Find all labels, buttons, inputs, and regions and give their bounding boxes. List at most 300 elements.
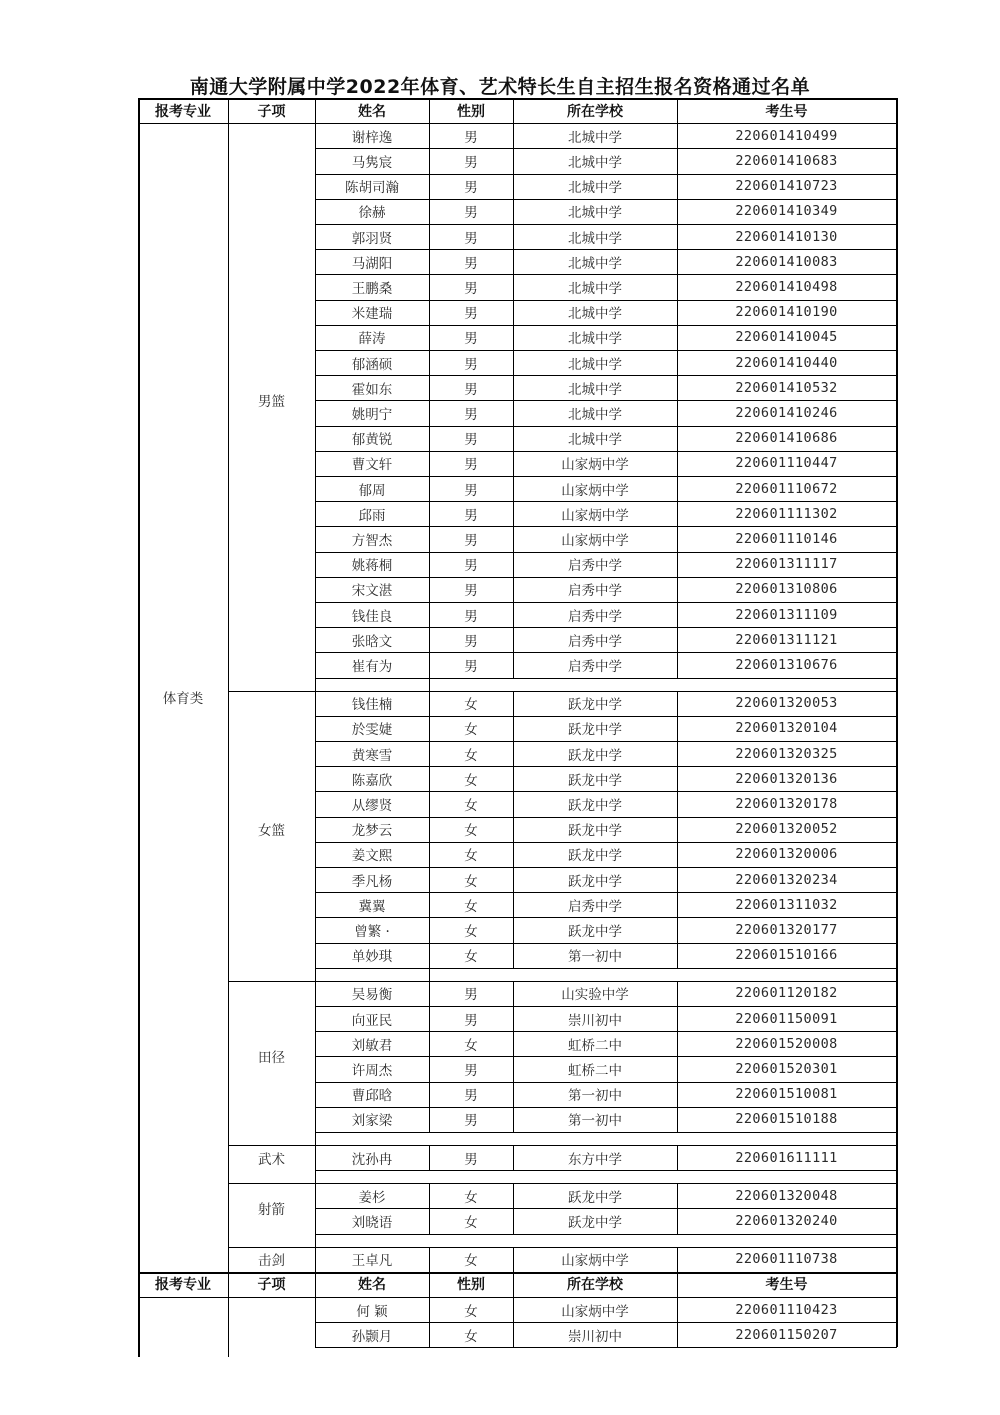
grid-line — [677, 123, 678, 148]
student-school: 山家炳中学 — [561, 532, 629, 549]
grid-line — [315, 1132, 897, 1133]
student-exam-no: 220601110672 — [735, 480, 838, 497]
student-school: 跃龙中学 — [568, 1214, 622, 1231]
student-school: 第一初中 — [568, 949, 622, 966]
student-name: 单妙琪 — [351, 949, 393, 966]
grid-line — [429, 766, 430, 791]
grid-line — [513, 325, 514, 350]
student-school: 北城中学 — [568, 180, 622, 197]
student-gender: 男 — [464, 457, 478, 474]
grid-line — [138, 1272, 140, 1297]
column-header-school: 所在学校 — [567, 103, 623, 120]
grid-line — [429, 476, 430, 501]
student-name: 姚明宁 — [351, 406, 393, 423]
student-name: 何 颖 — [356, 1303, 388, 1320]
grid-line — [429, 943, 430, 968]
grid-line — [513, 224, 514, 249]
student-gender: 男 — [464, 230, 478, 247]
student-gender: 男 — [464, 129, 478, 146]
grid-line — [677, 426, 678, 451]
student-school: 虹桥二中 — [568, 1037, 622, 1054]
student-gender: 男 — [464, 633, 478, 650]
student-gender: 女 — [464, 747, 478, 764]
student-name: 马湖阳 — [351, 255, 393, 272]
student-exam-no: 220601320048 — [735, 1187, 838, 1204]
student-gender: 女 — [464, 823, 478, 840]
column-header-exam-no: 考生号 — [765, 1277, 808, 1294]
student-exam-no: 220601510081 — [735, 1086, 838, 1103]
student-exam-no: 220601120182 — [735, 985, 838, 1002]
grid-line — [513, 123, 514, 148]
grid-line — [429, 1107, 430, 1132]
student-school: 跃龙中学 — [568, 823, 622, 840]
student-name: 王卓凡 — [351, 1253, 393, 1270]
category-sports: 体育类 — [162, 691, 204, 708]
grid-line — [677, 375, 678, 400]
student-school: 山家炳中学 — [561, 482, 629, 499]
student-school: 北城中学 — [568, 230, 622, 247]
student-gender: 男 — [464, 406, 478, 423]
student-exam-no: 220601410532 — [735, 379, 838, 396]
grid-line — [513, 691, 514, 716]
grid-line — [896, 123, 898, 1272]
student-exam-no: 220601510188 — [735, 1111, 838, 1128]
grid-line — [677, 892, 678, 917]
student-gender: 女 — [464, 1189, 478, 1206]
student-school: 北城中学 — [568, 331, 622, 348]
grid-line — [677, 577, 678, 602]
grid-line — [896, 1272, 898, 1297]
subcategory-wushu: 武术 — [258, 1151, 285, 1168]
grid-line — [677, 1056, 678, 1081]
student-school: 东方中学 — [568, 1151, 622, 1168]
grid-line — [677, 1006, 678, 1031]
grid-line — [677, 1183, 678, 1208]
grid-line — [429, 652, 430, 677]
student-exam-no: 220601110146 — [735, 530, 838, 547]
student-gender: 男 — [464, 1088, 478, 1105]
student-gender: 男 — [464, 306, 478, 323]
grid-line — [677, 1082, 678, 1107]
student-exam-no: 220601520301 — [735, 1060, 838, 1077]
grid-line — [513, 817, 514, 842]
student-exam-no: 220601311121 — [735, 631, 838, 648]
student-school: 山家炳中学 — [561, 1253, 629, 1270]
grid-line — [513, 476, 514, 501]
student-gender: 女 — [464, 898, 478, 915]
student-name: 谢梓逸 — [351, 129, 393, 146]
student-gender: 男 — [464, 154, 478, 171]
grid-line — [677, 917, 678, 942]
grid-line — [677, 300, 678, 325]
grid-line — [429, 123, 430, 148]
student-name: 许周杰 — [351, 1062, 393, 1079]
student-name: 曹邱晗 — [351, 1088, 393, 1105]
grid-line — [677, 325, 678, 350]
grid-line — [138, 98, 140, 123]
grid-line — [315, 1170, 316, 1183]
grid-line — [315, 1297, 316, 1347]
grid-line — [677, 627, 678, 652]
grid-line — [513, 943, 514, 968]
student-name: 钱佳楠 — [351, 697, 393, 714]
grid-line — [429, 375, 430, 400]
student-exam-no: 220601320006 — [735, 846, 838, 863]
student-name: 於雯婕 — [351, 722, 393, 739]
grid-line — [677, 501, 678, 526]
student-name: 姚蒋桐 — [351, 558, 393, 575]
grid-line — [513, 174, 514, 199]
student-gender: 女 — [464, 949, 478, 966]
grid-line — [315, 1272, 316, 1297]
student-school: 跃龙中学 — [568, 923, 622, 940]
student-exam-no: 220601320234 — [735, 871, 838, 888]
column-header-exam-no: 考生号 — [765, 103, 808, 120]
grid-line — [429, 1145, 430, 1170]
student-exam-no: 220601320240 — [735, 1212, 838, 1229]
grid-line — [677, 1107, 678, 1132]
student-school: 跃龙中学 — [568, 873, 622, 890]
grid-line — [228, 123, 229, 1272]
column-header-major: 报考专业 — [155, 1277, 211, 1294]
grid-line — [513, 892, 514, 917]
grid-line — [677, 400, 678, 425]
student-school: 虹桥二中 — [568, 1062, 622, 1079]
grid-line — [429, 300, 430, 325]
student-school: 第一初中 — [568, 1113, 622, 1130]
column-header-sub: 子项 — [257, 1277, 286, 1294]
grid-line — [315, 678, 897, 679]
student-gender: 男 — [464, 280, 478, 297]
student-school: 山家炳中学 — [561, 1303, 629, 1320]
grid-line — [677, 451, 678, 476]
grid-line — [513, 1272, 514, 1297]
column-header-gender: 性别 — [457, 1277, 485, 1294]
student-name: 刘家梁 — [351, 1113, 393, 1130]
student-gender: 男 — [464, 180, 478, 197]
student-school: 第一初中 — [568, 1088, 622, 1105]
grid-line — [138, 123, 140, 1272]
grid-line — [677, 274, 678, 299]
student-exam-no: 220601320136 — [735, 770, 838, 787]
grid-line — [429, 741, 430, 766]
student-name: 吴易衡 — [351, 987, 393, 1004]
grid-line — [677, 552, 678, 577]
student-name: 从缪贤 — [351, 797, 393, 814]
student-exam-no: 220601310676 — [735, 656, 838, 673]
student-school: 跃龙中学 — [568, 722, 622, 739]
student-school: 启秀中学 — [568, 658, 622, 675]
student-school: 北城中学 — [568, 205, 622, 222]
student-school: 北城中学 — [568, 255, 622, 272]
grid-line — [677, 652, 678, 677]
student-gender: 男 — [464, 1062, 478, 1079]
student-exam-no: 220601410045 — [735, 329, 838, 346]
grid-line — [513, 1107, 514, 1132]
grid-line — [429, 842, 430, 867]
student-gender: 女 — [464, 1037, 478, 1054]
grid-line — [677, 1272, 678, 1297]
grid-line — [677, 224, 678, 249]
grid-line — [429, 602, 430, 627]
student-gender: 女 — [464, 873, 478, 890]
subcategory-track-and-field: 田径 — [258, 1050, 285, 1067]
student-exam-no: 220601410190 — [735, 304, 838, 321]
student-gender: 女 — [464, 1214, 478, 1231]
student-name: 张晗文 — [351, 633, 393, 650]
student-exam-no: 220601510166 — [735, 947, 838, 964]
student-gender: 女 — [464, 697, 478, 714]
grid-line — [315, 1183, 316, 1233]
student-name: 郁涵硕 — [351, 356, 393, 373]
grid-line — [896, 1297, 898, 1347]
student-gender: 女 — [464, 797, 478, 814]
grid-line — [513, 741, 514, 766]
grid-line — [429, 400, 430, 425]
student-school: 山实验中学 — [561, 987, 629, 1004]
student-exam-no: 220601410683 — [735, 152, 838, 169]
student-exam-no: 220601410083 — [735, 253, 838, 270]
grid-line — [677, 526, 678, 551]
student-gender: 男 — [464, 1012, 478, 1029]
grid-line — [315, 968, 897, 969]
grid-line — [429, 678, 430, 691]
student-exam-no: 220601150091 — [735, 1010, 838, 1027]
grid-line — [429, 224, 430, 249]
grid-line — [677, 148, 678, 173]
student-exam-no: 220601611111 — [735, 1149, 838, 1166]
grid-line — [429, 817, 430, 842]
column-header-sub: 子项 — [257, 103, 286, 120]
grid-line — [429, 1208, 430, 1233]
student-name: 冀翼 — [358, 898, 386, 915]
grid-line — [315, 123, 316, 677]
student-gender: 男 — [464, 255, 478, 272]
grid-line — [429, 526, 430, 551]
column-header-name: 姓名 — [358, 103, 386, 120]
grid-line — [228, 1297, 229, 1357]
student-exam-no: 220601410349 — [735, 203, 838, 220]
student-school: 跃龙中学 — [568, 848, 622, 865]
student-name: 姜杉 — [358, 1189, 386, 1206]
student-gender: 男 — [464, 558, 478, 575]
student-exam-no: 220601410498 — [735, 278, 838, 295]
grid-line — [677, 602, 678, 627]
student-exam-no: 220601110447 — [735, 455, 838, 472]
grid-line — [429, 1247, 430, 1272]
grid-line — [429, 791, 430, 816]
student-school: 北城中学 — [568, 356, 622, 373]
grid-line — [677, 741, 678, 766]
grid-line — [513, 842, 514, 867]
student-gender: 女 — [464, 1303, 478, 1320]
grid-line — [138, 1297, 140, 1357]
student-name: 郭羽贤 — [351, 230, 393, 247]
grid-line — [513, 501, 514, 526]
grid-line — [228, 1272, 229, 1297]
grid-line — [513, 627, 514, 652]
grid-line — [677, 867, 678, 892]
grid-line — [513, 791, 514, 816]
grid-line — [513, 1031, 514, 1056]
student-name: 向亚民 — [351, 1012, 393, 1029]
student-exam-no: 220601311032 — [735, 896, 838, 913]
grid-line — [429, 274, 430, 299]
student-exam-no: 220601110423 — [735, 1301, 838, 1318]
student-school: 北城中学 — [568, 432, 622, 449]
student-gender: 女 — [464, 1328, 478, 1345]
grid-line — [315, 678, 316, 691]
student-gender: 男 — [464, 1151, 478, 1168]
student-name: 马隽宸 — [351, 154, 393, 171]
grid-line — [513, 1297, 514, 1322]
student-gender: 男 — [464, 532, 478, 549]
student-school: 北城中学 — [568, 154, 622, 171]
student-exam-no: 220601311109 — [735, 606, 838, 623]
student-school: 山家炳中学 — [561, 457, 629, 474]
student-name: 刘敏君 — [351, 1037, 393, 1054]
student-school: 山家炳中学 — [561, 507, 629, 524]
grid-line — [677, 1247, 678, 1272]
student-exam-no: 220601111302 — [735, 505, 838, 522]
grid-line — [429, 716, 430, 741]
grid-line — [315, 968, 316, 981]
grid-line — [513, 981, 514, 1006]
student-name: 方智杰 — [351, 532, 393, 549]
grid-line — [429, 577, 430, 602]
subcategory-fencing: 击剑 — [258, 1253, 285, 1270]
grid-line — [513, 451, 514, 476]
student-school: 跃龙中学 — [568, 772, 622, 789]
grid-line — [677, 791, 678, 816]
student-school: 北城中学 — [568, 280, 622, 297]
student-school: 启秀中学 — [568, 608, 622, 625]
student-gender: 男 — [464, 658, 478, 675]
page-title: 南通大学附属中学2022年体育、艺术特长生自主招生报名资格通过名单 — [189, 76, 811, 98]
grid-line — [513, 766, 514, 791]
column-header-name: 姓名 — [358, 1277, 386, 1294]
grid-line — [513, 867, 514, 892]
student-gender: 男 — [464, 432, 478, 449]
grid-line — [513, 1247, 514, 1272]
student-exam-no: 220601310806 — [735, 581, 838, 598]
grid-line — [513, 148, 514, 173]
grid-line — [315, 691, 316, 968]
student-exam-no: 220601320053 — [735, 695, 838, 712]
grid-line — [429, 148, 430, 173]
student-gender: 男 — [464, 331, 478, 348]
grid-line — [513, 526, 514, 551]
student-name: 薛涛 — [358, 331, 386, 348]
student-gender: 男 — [464, 356, 478, 373]
student-school: 启秀中学 — [568, 898, 622, 915]
student-gender: 男 — [464, 1113, 478, 1130]
grid-line — [513, 1082, 514, 1107]
grid-line — [429, 867, 430, 892]
student-gender: 男 — [464, 507, 478, 524]
student-name: 米建瑞 — [351, 306, 393, 323]
grid-line — [513, 98, 514, 123]
student-name: 王鹏桑 — [351, 280, 393, 297]
student-gender: 男 — [464, 987, 478, 1004]
grid-line — [429, 1272, 430, 1297]
grid-line — [677, 1322, 678, 1347]
grid-line — [513, 1183, 514, 1208]
grid-line — [677, 350, 678, 375]
column-header-major: 报考专业 — [155, 103, 211, 120]
student-name: 曹文轩 — [351, 457, 393, 474]
student-gender: 男 — [464, 482, 478, 499]
grid-line — [896, 98, 898, 123]
student-school: 启秀中学 — [568, 633, 622, 650]
grid-line — [513, 1145, 514, 1170]
grid-line — [677, 691, 678, 716]
grid-line — [677, 1297, 678, 1322]
student-school: 启秀中学 — [568, 583, 622, 600]
grid-line — [513, 199, 514, 224]
student-exam-no: 220601150207 — [735, 1326, 838, 1343]
student-school: 启秀中学 — [568, 558, 622, 575]
grid-line — [677, 249, 678, 274]
student-school: 崇川初中 — [568, 1012, 622, 1029]
grid-line — [429, 691, 430, 716]
student-name: 邱雨 — [358, 507, 386, 524]
student-school: 北城中学 — [568, 406, 622, 423]
student-name: 陈胡司瀚 — [345, 180, 399, 197]
student-gender: 女 — [464, 1253, 478, 1270]
grid-line — [429, 1031, 430, 1056]
student-exam-no: 220601410246 — [735, 404, 838, 421]
student-school: 跃龙中学 — [568, 747, 622, 764]
grid-line — [429, 451, 430, 476]
grid-line — [429, 249, 430, 274]
grid-line — [429, 981, 430, 1006]
student-name: 崔有为 — [351, 658, 393, 675]
student-gender: 男 — [464, 205, 478, 222]
subcategory-girls-basketball: 女篮 — [258, 823, 285, 840]
grid-line — [228, 98, 229, 123]
student-name: 郁周 — [358, 482, 386, 499]
student-name: 钱佳良 — [351, 608, 393, 625]
grid-line — [677, 1145, 678, 1170]
column-header-school: 所在学校 — [567, 1277, 623, 1294]
student-school: 崇川初中 — [568, 1328, 622, 1345]
grid-line — [429, 1183, 430, 1208]
grid-line — [315, 981, 316, 1132]
subcategory-boys-basketball: 男篮 — [258, 394, 285, 411]
grid-line — [315, 1234, 897, 1235]
student-name: 陈嘉欣 — [351, 772, 393, 789]
grid-line — [513, 1208, 514, 1233]
grid-line — [677, 766, 678, 791]
grid-line — [513, 1322, 514, 1347]
grid-line — [315, 1170, 897, 1171]
student-exam-no: 220601110738 — [735, 1251, 838, 1268]
student-gender: 女 — [464, 772, 478, 789]
student-gender: 女 — [464, 722, 478, 739]
grid-line — [429, 426, 430, 451]
grid-line — [315, 1145, 316, 1170]
grid-line — [677, 943, 678, 968]
grid-line — [429, 501, 430, 526]
grid-line — [429, 98, 430, 123]
grid-line — [513, 426, 514, 451]
grid-line — [429, 199, 430, 224]
student-name: 徐赫 — [358, 205, 386, 222]
student-name: 曾繁 · — [354, 923, 390, 940]
student-exam-no: 220601520008 — [735, 1035, 838, 1052]
grid-line — [513, 1056, 514, 1081]
